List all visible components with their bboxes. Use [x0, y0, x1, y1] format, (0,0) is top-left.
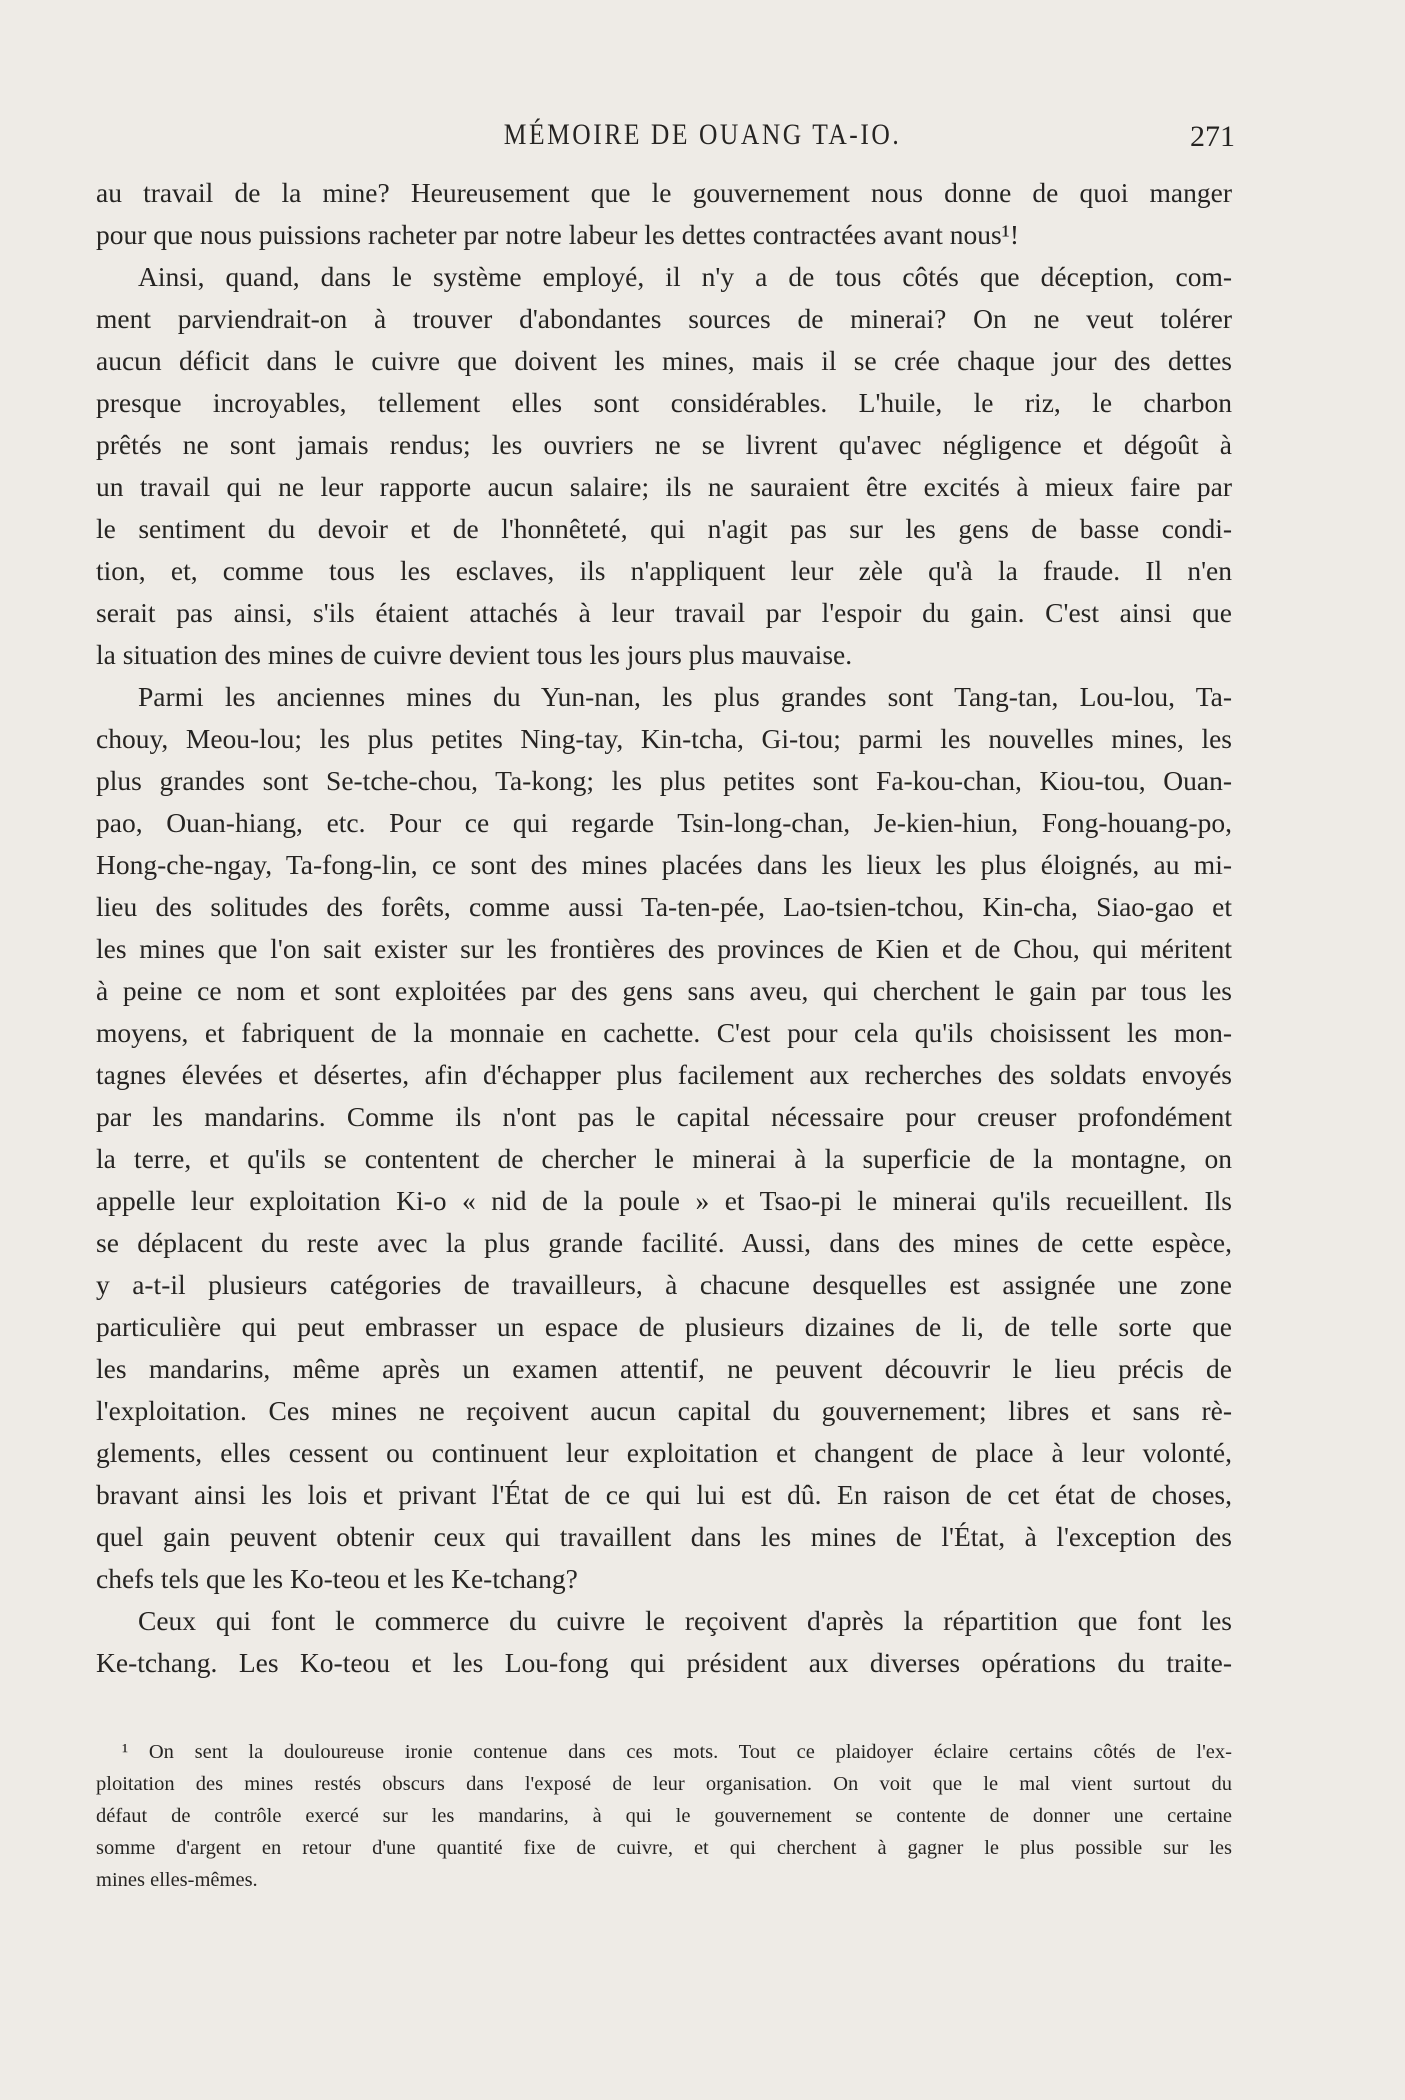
page-number: 271: [1190, 120, 1235, 153]
text-line: prêtés ne sont jamais rendus; les ouvriers ne se livrent qu'avec négligence et dégoût à: [96, 429, 1232, 460]
body-text: [96, 172, 1232, 1684]
text-line: pour que nous puissions racheter par notre labeur les dettes contractées avant nous¹!: [96, 219, 1020, 250]
footnote-line: mines elles-mêmes.: [96, 1869, 258, 1891]
text-line: la terre, et qu'ils se contentent de chercher le minerai à la superficie de la montagne, on: [96, 1143, 1232, 1174]
text-line: tion, et, comme tous les esclaves, ils n'appliquent leur zèle qu'à la fraude. Il n'en: [96, 555, 1232, 586]
text-line: aucun déficit dans le cuivre que doivent les mines, mais il se crée chaque jour des dettes: [96, 345, 1232, 376]
page-header: [0, 118, 1405, 158]
text-line: chefs tels que les Ko-teou et les Ke-tchang?: [96, 1563, 578, 1594]
text-line: les mines que l'on sait exister sur les frontières des provinces de Kien et de Chou, qui méritent: [96, 933, 1232, 964]
text-line: à peine ce nom et sont exploitées par des gens sans aveu, qui cherchent le gain par tous les: [96, 975, 1232, 1006]
text-line: la situation des mines de cuivre devient tous les jours plus mauvaise.: [96, 639, 853, 670]
footnote-line: ploitation des mines restés obscurs dans l'exposé de leur organisation. On voit que le mal vient surtout du: [96, 1773, 1232, 1795]
text-line: au travail de la mine? Heureusement que le gouvernement nous donne de quoi manger: [96, 177, 1232, 208]
text-line: les mandarins, même après un examen attentif, ne peuvent découvrir le lieu précis de: [96, 1353, 1232, 1384]
text-line: lieu des solitudes des forêts, comme aussi Ta-ten-pée, Lao-tsien-tchou, Kin-cha, Siao-gao et: [96, 891, 1232, 922]
footnote-line: défaut de contrôle exercé sur les mandarins, à qui le gouvernement se contente de donner une certaine: [96, 1805, 1232, 1827]
text-line: un travail qui ne leur rapporte aucun salaire; ils ne sauraient être excités à mieux faire par: [96, 471, 1232, 502]
text-line: Hong-che-ngay, Ta-fong-lin, ce sont des mines placées dans les lieux les plus éloignés, au mi-: [96, 849, 1232, 880]
text-line: moyens, et fabriquent de la monnaie en cachette. C'est pour cela qu'ils choisissent les mon-: [96, 1017, 1232, 1048]
text-line: ment parviendrait-on à trouver d'abondantes sources de minerai? On ne veut tolérer: [96, 303, 1232, 334]
text-line: Ceux qui font le commerce du cuivre le reçoivent d'après la répartition que font les: [138, 1605, 1232, 1636]
text-line: pao, Ouan-hiang, etc. Pour ce qui regarde Tsin-long-chan, Je-kien-hiun, Fong-houang-po,: [96, 807, 1232, 838]
running-title: MÉMOIRE DE OUANG TA-IO.: [503, 118, 902, 151]
footnote-line: ¹ On sent la douloureuse ironie contenue dans ces mots. Tout ce plaidoyer éclaire certains côtés de l'ex-: [122, 1741, 1232, 1763]
text-line: quel gain peuvent obtenir ceux qui travaillent dans les mines de l'État, à l'exception des: [96, 1521, 1232, 1552]
footnote-line: somme d'argent en retour d'une quantité fixe de cuivre, et qui cherchent à gagner le plus possible sur les: [96, 1837, 1232, 1859]
text-line: par les mandarins. Comme ils n'ont pas le capital nécessaire pour creuser profondément: [96, 1101, 1232, 1132]
text-line: chouy, Meou-lou; les plus petites Ning-tay, Kin-tcha, Gi-tou; parmi les nouvelles mines, les: [96, 723, 1232, 754]
text-line: tagnes élevées et désertes, afin d'échapper plus facilement aux recherches des soldats envoyés: [96, 1059, 1232, 1090]
text-line: bravant ainsi les lois et privant l'État de ce qui lui est dû. En raison de cet état de choses,: [96, 1479, 1232, 1510]
text-line: l'exploitation. Ces mines ne reçoivent aucun capital du gouvernement; libres et sans rè-: [96, 1395, 1232, 1426]
text-line: plus grandes sont Se-tche-chou, Ta-kong; les plus petites sont Fa-kou-chan, Kiou-tou, Ouan-: [96, 765, 1232, 796]
text-line: se déplacent du reste avec la plus grande facilité. Aussi, dans des mines de cette espèce,: [96, 1227, 1232, 1258]
text-line: y a-t-il plusieurs catégories de travailleurs, à chacune desquelles est assignée une zone: [96, 1269, 1232, 1300]
footnotes: [96, 1736, 1232, 1896]
text-line: le sentiment du devoir et de l'honnêteté, qui n'agit pas sur les gens de basse condi-: [96, 513, 1232, 544]
text-line: appelle leur exploitation Ki-o « nid de la poule » et Tsao-pi le minerai qu'ils recueillent. Ils: [96, 1185, 1232, 1216]
text-line: glements, elles cessent ou continuent leur exploitation et changent de place à leur volonté,: [96, 1437, 1232, 1468]
text-line: Ke-tchang. Les Ko-teou et les Lou-fong qui président aux diverses opérations du traite-: [96, 1647, 1232, 1678]
text-line: Ainsi, quand, dans le système employé, il n'y a de tous côtés que déception, com-: [138, 261, 1232, 292]
text-line: presque incroyables, tellement elles sont considérables. L'huile, le riz, le charbon: [96, 387, 1232, 418]
text-line: particulière qui peut embrasser un espace de plusieurs dizaines de li, de telle sorte que: [96, 1311, 1232, 1342]
text-line: serait pas ainsi, s'ils étaient attachés à leur travail par l'espoir du gain. C'est ainsi que: [96, 597, 1232, 628]
text-line: Parmi les anciennes mines du Yun-nan, les plus grandes sont Tang-tan, Lou-lou, Ta-: [138, 681, 1232, 712]
